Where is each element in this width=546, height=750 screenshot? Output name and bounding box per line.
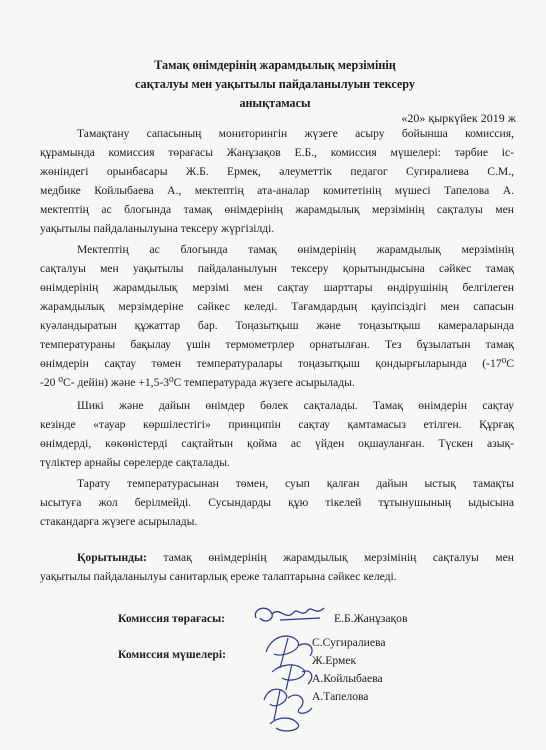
paragraph-2 bbox=[40, 240, 514, 392]
paragraph-line: ысытуға жол берілмейді. Сусындарды құю тікелей тұтынушының ыдысына bbox=[40, 496, 514, 509]
conclusion-label: Қорытынды: bbox=[77, 551, 147, 564]
member-name: А.Койлыбаева bbox=[312, 672, 383, 685]
paragraph-line: Тарату температурасынан төмен, суып қалған дайын ыстық тамақты bbox=[77, 477, 514, 490]
document-title bbox=[60, 56, 490, 113]
paragraph-line: өнімдерінің жарамдылық мерзімі мен сақтау шарттары өндірушінің белгілеген bbox=[40, 281, 514, 294]
paragraph-line: түліктер арнайы сөрелерде сақталады. bbox=[40, 456, 230, 469]
member-name: Ж.Ермек bbox=[312, 654, 357, 667]
chair-signature-icon bbox=[250, 598, 330, 632]
paragraph-line: өнімдерді, көкөністерді сақтайтын қойма ас үйден оқшауланған. Түскен азық- bbox=[40, 437, 514, 450]
title-line-1: Тамақ өнімдерінің жарамдылық мерзімінің bbox=[154, 58, 396, 72]
paragraph-line: температураны бақылау үшін термометрлер орнатылған. Тез бұзылатын тамақ bbox=[40, 338, 514, 351]
paragraph-line: өнімдерін сақтау төмен температуралары тоңазытқыш қондырғыларында (-17⁰С bbox=[40, 357, 514, 370]
paragraph-line: кезінде «тауар көршілестігі» принципін сақтау қамтамасыз етілген. Құрғақ bbox=[40, 418, 514, 431]
paragraph-line: куәландыратын құжаттар бар. Тоңазытқыш және тоңазытқыш камераларында bbox=[40, 319, 514, 332]
paragraph-line: жарамдылық мерзімдеріне сәйкес келеді. Тағамдардың қауіпсіздігі мен сапасын bbox=[40, 300, 514, 313]
chair-label: Комиссия төрағасы: bbox=[118, 612, 225, 625]
title-line-2: сақталуы мен уақытылы пайдаланылуын тексеру bbox=[134, 77, 416, 91]
members-label: Комиссия мүшелері: bbox=[118, 648, 226, 661]
document-date: «20» қыркүйек 2019 ж bbox=[401, 111, 516, 125]
paragraph-line: Тамақтану сапасының мониторингін жүзеге асыру бойынша комиссия, bbox=[77, 127, 514, 140]
member-name: А.Тапелова bbox=[312, 690, 369, 703]
chair-name: Е.Б.Жанұзақов bbox=[334, 612, 408, 625]
paragraph-line: мектептің ас блогында тамақ өнімдерінің жарамдылық мерзімінің сақталуы мен bbox=[40, 203, 514, 216]
paragraph-line: уақытылы пайдаланылуына тексеру жүргізілді. bbox=[40, 222, 275, 235]
member-name: С.Сугиралиева bbox=[312, 636, 386, 649]
conclusion-line-1 bbox=[40, 548, 514, 567]
title-line-3: анықтамасы bbox=[239, 96, 311, 110]
paragraph-3 bbox=[40, 396, 514, 472]
conclusion bbox=[40, 548, 514, 586]
paragraph-1 bbox=[40, 124, 514, 238]
conclusion-text-2: уақытылы пайдаланылуы санитарлық ереже талаптарына сәйкес келеді. bbox=[40, 570, 397, 583]
paragraph-line: жөніндегі орынбасары Ж.Б. Ермек, әлеуметтік педагог Сугиралиева С.М., bbox=[40, 165, 514, 178]
conclusion-text-1: тамақ өнімдерінің жарамдылық мерзімінің сақталуы мен bbox=[146, 551, 514, 564]
paragraph-line: Мектептің ас блогында тамақ өнімдерінің жарамдылық мерзімінің bbox=[77, 243, 514, 256]
paragraph-line: сақталуы мен уақытылы пайдаланылуын тексеру қорытындысына сәйкес тамақ bbox=[40, 262, 514, 275]
paragraph-line: Шикі және дайын өнімдер бөлек сақталады. Тамақ өнімдерін сақтау bbox=[77, 399, 514, 412]
paragraph-4 bbox=[40, 474, 514, 531]
paragraph-line: -20 ⁰С- дейін) және +1,5-3⁰С температурада жүзеге асырылады. bbox=[40, 376, 355, 389]
paragraph-line: құрамында комиссия төрағасы Жанұзақов Е.Б., комиссия мүшелері: тәрбие іс- bbox=[40, 146, 514, 159]
paragraph-line: стакандарға жүзеге асырылады. bbox=[40, 515, 198, 528]
paragraph-line: медбике Койлыбаева А., мектептің ата-аналар комитетінің мүшесі Тапелова А. bbox=[40, 184, 514, 197]
